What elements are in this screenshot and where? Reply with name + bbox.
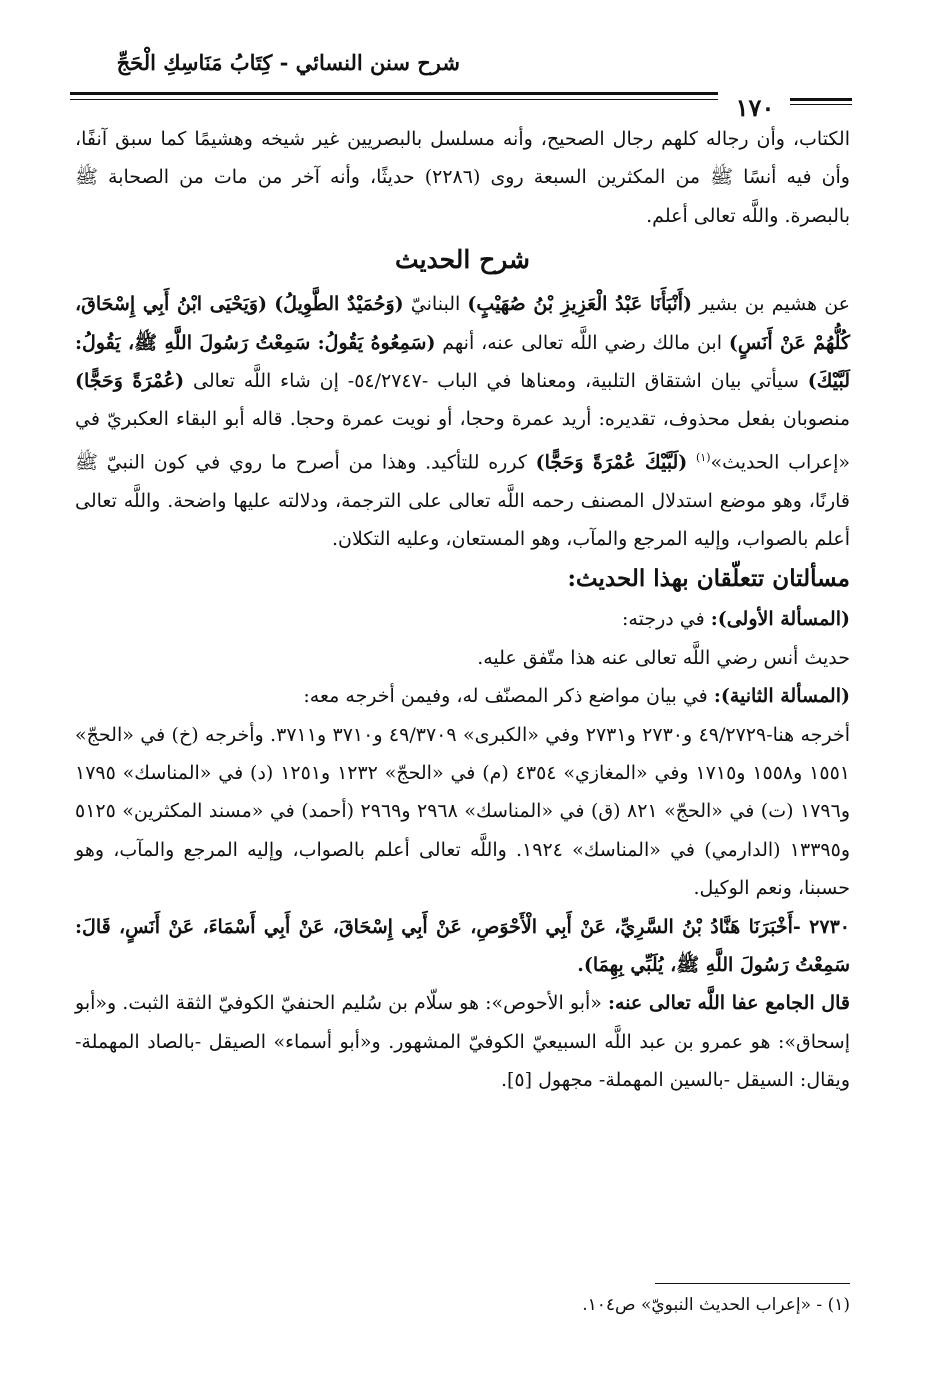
quoted-matn: (عُمْرَةً وَحَجًّا): [75, 370, 185, 393]
header-rule-thin: [70, 99, 718, 100]
masala-1-title: في درجته:: [622, 608, 711, 631]
masala-2-text: أخرجه هنا-٤٩/٢٧٢٩ و٢٧٣٠ و٢٧٣١ وفي «الكبرى» ٤٩/٣٧٠٩ و٣٧١٠ و٣٧١١. وأخرجه (خ) في «الحجّ» ١٥٥١ و١٥٥٨ و١٧١٥ وفي «المغازي» ٤٣٥٤ (م) في «الحجّ» ١٢٣٢ و١٢٥١ (د) في «المناسك» ١٧٩٥ و١٧٩٦ (ت) في «الحجّ» ٨٢١ (ق) في «المناسك» ٢٩٦٨ و٢٩٦٩ (أحمد) في «مسند المكثرين» ٥١٢٥ و١٣٣٩٥ (الدارمي) في «المناسك» ١٩٢٤. واللَّه تعالى أعلم بالصواب، وإليه المرجع والمآب، وهو حسبنا، ونعم الوكيل.: [75, 723, 851, 900]
text-run: عن هشيم بن بشير: [692, 293, 851, 316]
footnote-marker: (١): [695, 450, 711, 464]
commentary-paragraph: [75, 285, 850, 558]
hadith-2730: ٢٧٣٠ -أَخْبَرَنَا هَنَّادُ بْنُ السَّرِيِّ، عَنْ أَبِي الْأَحْوَصِ، عَنْ أَبِي إِسْحَاقَ، عَنْ أَبِي أَسْمَاءَ، عَنْ أَنَسٍ، قَالَ: سَمِعْتُ رَسُولَ اللَّهِ ﷺ، يُلَبِّي بِهِمَا).: [75, 915, 850, 977]
quoted-matn: (وَحُمَيْدٌ الطَّوِيلُ): [274, 293, 404, 316]
footnote: (١) - «إعراب الحديث النبويّ» ص١٠٤.: [582, 1295, 850, 1315]
masala-2-label: (المسألة الثانية):: [713, 685, 850, 708]
text-run: منصوبان بفعل محذوف، تقديره: أريد عمرة وحجا، أو نويت عمرة وحجا. قاله أبو البقاء العكبريّ في «إعراب الحديث»: [75, 408, 850, 474]
quoted-matn: (أَنْبَأَنَا عَبْدُ الْعَزِيزِ بْنُ صُهَيْبٍ): [467, 293, 693, 316]
section-heading-sharh: شرح الحديث: [395, 245, 530, 275]
text-run: ابن مالك رضي اللَّه تعالى عنه، أنهم: [435, 331, 729, 354]
page-number: ١٧٠: [735, 93, 775, 122]
masala-1-text: حديث أنس رضي اللَّه تعالى عنه هذا متّفق عليه.: [477, 646, 850, 669]
intro-paragraph: الكتاب، وأن رجاله كلهم رجال الصحيح، وأنه مسلسل بالبصريين غير شيخه وهشيمًا كما سبق آنفًا، وأن فيه أنسًا ﷺ من المكثرين السبعة روى (٢٢٨٦) حديثًا، وأنه آخر من مات من الصحابة ﷺ بالبصرة. واللَّه تعالى أعلم.: [75, 128, 850, 227]
header-rule-right-thin: [790, 104, 852, 105]
footnote-rule: [655, 1283, 850, 1284]
jami-label: قال الجامع عفا اللَّه تعالى عنه:: [608, 992, 850, 1015]
quoted-matn: (لَبَّيْكَ عُمْرَةً وَحَجًّا): [535, 451, 688, 474]
text-run: البنانيّ: [403, 293, 468, 316]
masala-2-heading: [75, 677, 850, 715]
masala-2-title: في بيان مواضع ذكر المصنّف له، وفيمن أخرجه معه:: [303, 685, 714, 708]
text-run: سيأتي بيان اشتقاق التلبية، ومعناها في الباب -٥٤/٢٧٤٧- إن شاء اللَّه تعالى: [184, 370, 808, 393]
quoted-matn: (وَيَحْيَى ابْنُ أَبِي إِسْحَاقَ، كُلُّهُمْ عَنْ أَنَسٍ): [75, 293, 850, 354]
header-rule-thick: [70, 92, 718, 95]
quoted-matn: (سَمِعُوهُ يَقُولُ: سَمِعْتُ رَسُولَ اللَّهِ ﷺ، يَقُولُ: لَبَّيْكَ): [75, 331, 850, 393]
jami-text: «أبو الأحوص»: هو سلّام بن سُليم الحنفيّ الكوفيّ الثقة الثبت. و«أبو إسحاق»: هو عمرو بن عبد اللَّه السبيعيّ الكوفيّ المشهور. و«أبو أسماء» الصيقل -بالصاد المهملة- ويقال: السيقل -بالسين المهملة- مجهول [٥].: [75, 992, 850, 1092]
header-rule-right-thick: [790, 98, 852, 101]
jami-comment: [75, 984, 850, 1099]
section-heading-masalatan: مسألتان تتعلّقان بهذا الحديث:: [567, 565, 850, 593]
masala-1-label: (المسألة الأولى):: [710, 608, 850, 631]
text-run: كرره للتأكيد. وهذا من أصرح ما روي في كون النبيّ ﷺ قارنًا، وهو موضع استدلال المصنف رحمه اللَّه تعالى على الترجمة، ودلالته عليها واضحة. واللَّه تعالى أعلم بالصواب، وإليه المرجع والمآب، وهو المستعان، وعليه التكلان.: [75, 451, 850, 550]
masala-1-heading: [75, 600, 850, 638]
main-text: [75, 120, 850, 1100]
running-head-title: شرح سنن النسائي - كِتَابُ مَنَاسِكِ الْحَجِّ: [116, 50, 460, 75]
text-run: [687, 451, 696, 473]
